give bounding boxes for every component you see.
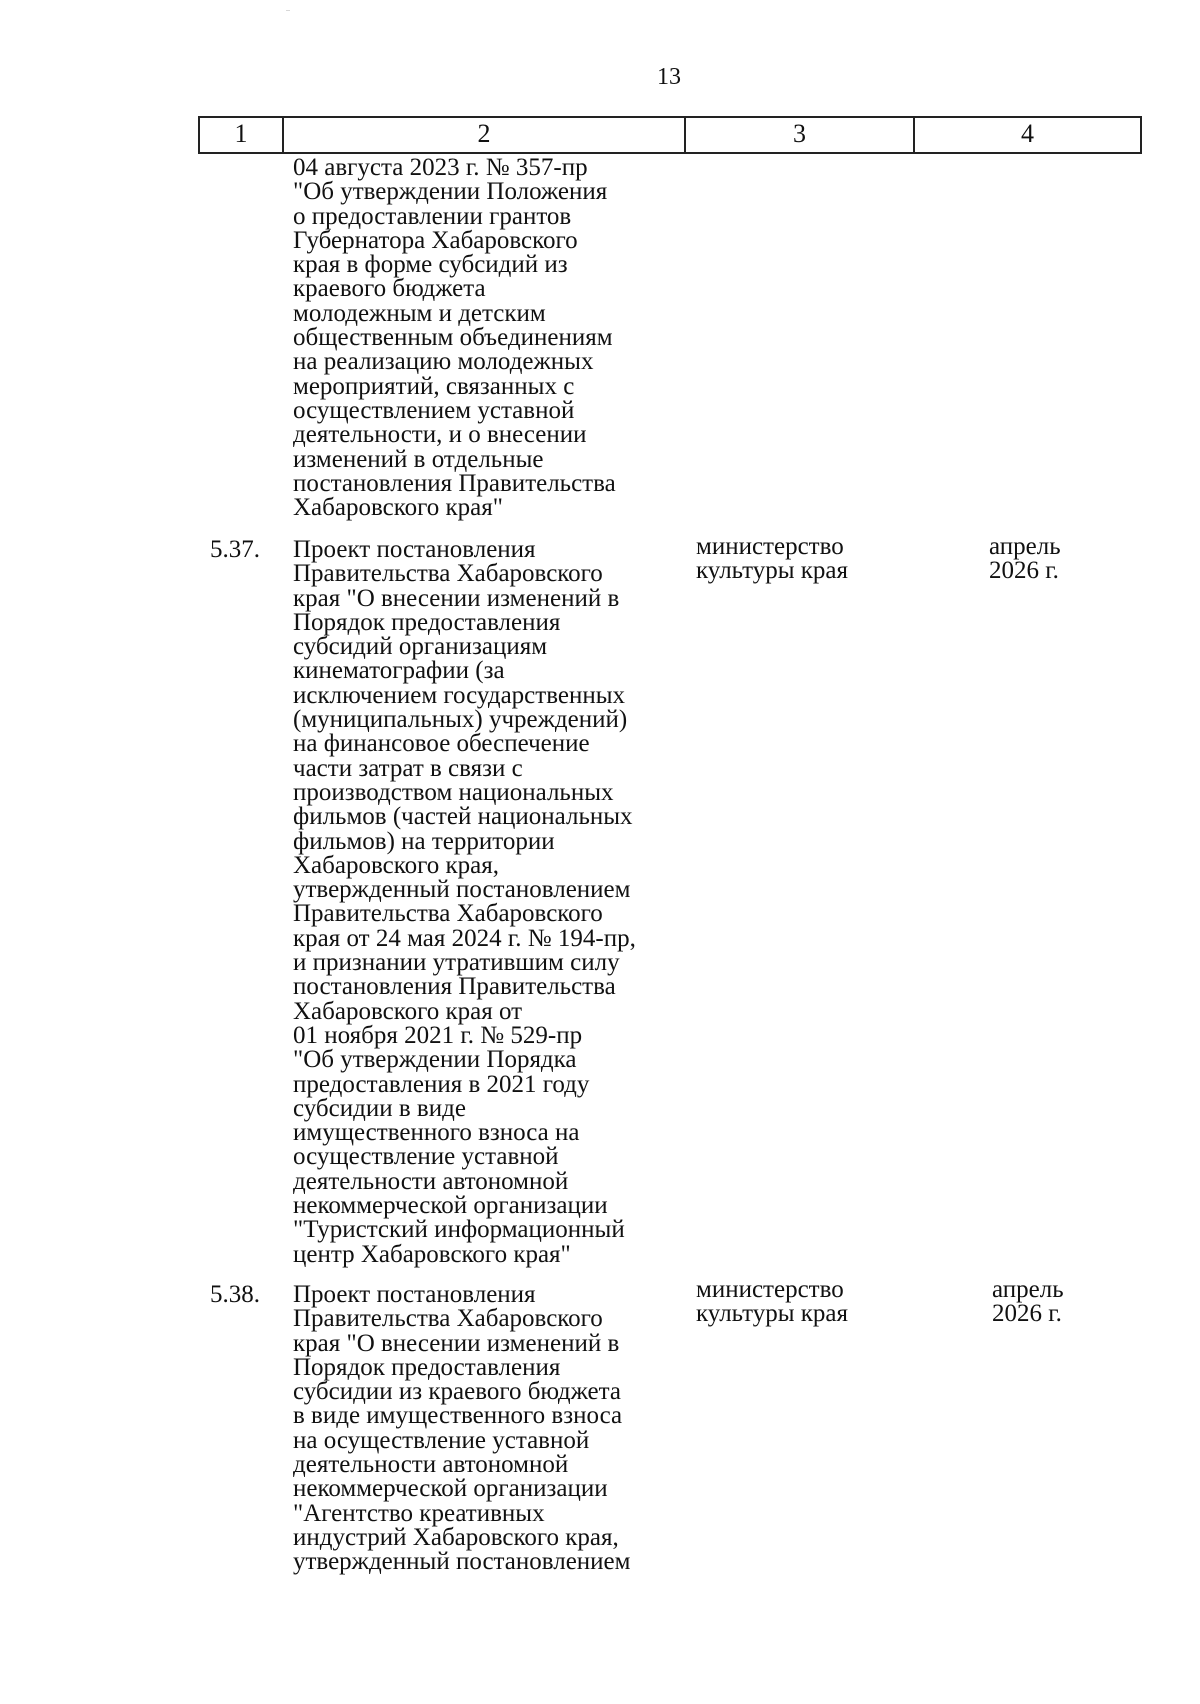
description-line: Порядок предоставления <box>293 608 561 636</box>
description-line: осуществление уставной <box>293 1143 559 1171</box>
executor-line: культуры края <box>696 1300 849 1328</box>
description-line: деятельности автономной <box>293 1167 569 1195</box>
description-line: производством национальных <box>293 778 614 806</box>
description-line: постановления Правительства <box>293 469 616 497</box>
description-line: имущественного взноса на <box>293 1119 580 1147</box>
table-header-row <box>198 116 1142 154</box>
description-line: 04 августа 2023 г. № 357-пр <box>293 154 588 181</box>
description-line: о предоставлении грантов <box>293 202 572 230</box>
description-line: фильмов (частей национальных <box>293 803 633 831</box>
description-line: краевого бюджета <box>293 275 486 303</box>
row-term-5-38 <box>992 1278 1064 1327</box>
description-line: субсидий организациям <box>293 633 548 661</box>
description-line: края "О внесении изменений в <box>293 1329 620 1357</box>
description-line: "Туристский информационный <box>293 1216 625 1244</box>
description-line: "Об утверждении Порядка <box>293 1046 577 1074</box>
row-term-5-37 <box>989 535 1061 584</box>
row-number-5-37: 5.37. <box>210 536 260 563</box>
continuation-description <box>293 156 693 520</box>
description-line: и признании утратившим силу <box>293 949 620 977</box>
term-line: 2026 г. <box>989 557 1059 585</box>
description-line: Хабаровского края, <box>293 851 499 879</box>
description-line: мероприятий, связанных с <box>293 372 575 400</box>
description-line: "Об утверждении Положения <box>293 178 608 206</box>
description-line: общественным объединениям <box>293 324 613 352</box>
executor-line: министерство <box>696 533 844 560</box>
description-line: некоммерческой организации <box>293 1192 608 1220</box>
term-line: апрель <box>992 1276 1064 1303</box>
description-line: на осуществление уставной <box>293 1426 590 1454</box>
column-header-2: 2 <box>282 118 684 152</box>
description-line: Проект постановления <box>293 1281 536 1308</box>
term-line: 2026 г. <box>992 1300 1062 1328</box>
column-header-3: 3 <box>684 118 913 152</box>
description-line: на реализацию молодежных <box>293 348 594 376</box>
description-line: фильмов) на территории <box>293 827 555 855</box>
description-line: исключением государственных <box>293 681 626 709</box>
description-line: предоставления в 2021 году <box>293 1070 590 1098</box>
page-number: 13 <box>657 64 681 90</box>
description-line: кинематографии (за <box>293 657 505 685</box>
row-description-5-38 <box>293 1283 693 1575</box>
description-line: центр Хабаровского края" <box>293 1240 571 1268</box>
description-line: изменений в отдельные <box>293 445 544 473</box>
description-line: края в форме субсидий из <box>293 251 568 279</box>
description-line: (муниципальных) учреждений) <box>293 706 628 734</box>
description-line: края "О внесении изменений в <box>293 584 620 612</box>
description-line: Правительства Хабаровского <box>293 1305 603 1333</box>
description-line: Губернатора Хабаровского <box>293 226 578 254</box>
description-line: молодежным и детским <box>293 299 546 327</box>
description-line: части затрат в связи с <box>293 754 523 782</box>
row-description-5-37 <box>293 538 693 1267</box>
description-line: некоммерческой организации <box>293 1475 608 1503</box>
description-line: утвержденный постановлением <box>293 876 631 904</box>
description-line: "Агентство креативных <box>293 1499 545 1527</box>
description-line: субсидии из краевого бюджета <box>293 1378 621 1406</box>
row-executor-5-38 <box>696 1278 848 1327</box>
description-line: субсидии в виде <box>293 1094 466 1122</box>
description-line: Проект постановления <box>293 536 536 563</box>
description-line: утвержденный постановлением <box>293 1548 631 1576</box>
description-line: Правительства Хабаровского <box>293 900 603 928</box>
description-line: осуществлением уставной <box>293 396 575 424</box>
term-line: апрель <box>989 533 1061 560</box>
description-line: Хабаровского края" <box>293 494 503 522</box>
executor-line: министерство <box>696 1276 844 1303</box>
description-line: края от 24 мая 2024 г. № 194-пр, <box>293 924 636 952</box>
description-line: в виде имущественного взноса <box>293 1402 623 1430</box>
description-line: 01 ноября 2021 г. № 529-пр <box>293 1021 583 1049</box>
executor-line: культуры края <box>696 557 849 585</box>
description-line: индустрий Хабаровского края, <box>293 1523 619 1551</box>
description-line: на финансовое обеспечение <box>293 730 590 758</box>
description-line: Хабаровского края от <box>293 997 523 1025</box>
row-executor-5-37 <box>696 535 848 584</box>
description-line: Правительства Хабаровского <box>293 560 603 588</box>
column-header-4: 4 <box>913 118 1142 152</box>
description-line: деятельности автономной <box>293 1451 569 1479</box>
row-number-5-38: 5.38. <box>210 1281 260 1308</box>
description-line: деятельности, и о внесении <box>293 421 587 449</box>
scan-mark: .. <box>286 4 290 13</box>
column-header-1: 1 <box>198 118 282 152</box>
description-line: постановления Правительства <box>293 973 616 1001</box>
description-line: Порядок предоставления <box>293 1353 561 1381</box>
